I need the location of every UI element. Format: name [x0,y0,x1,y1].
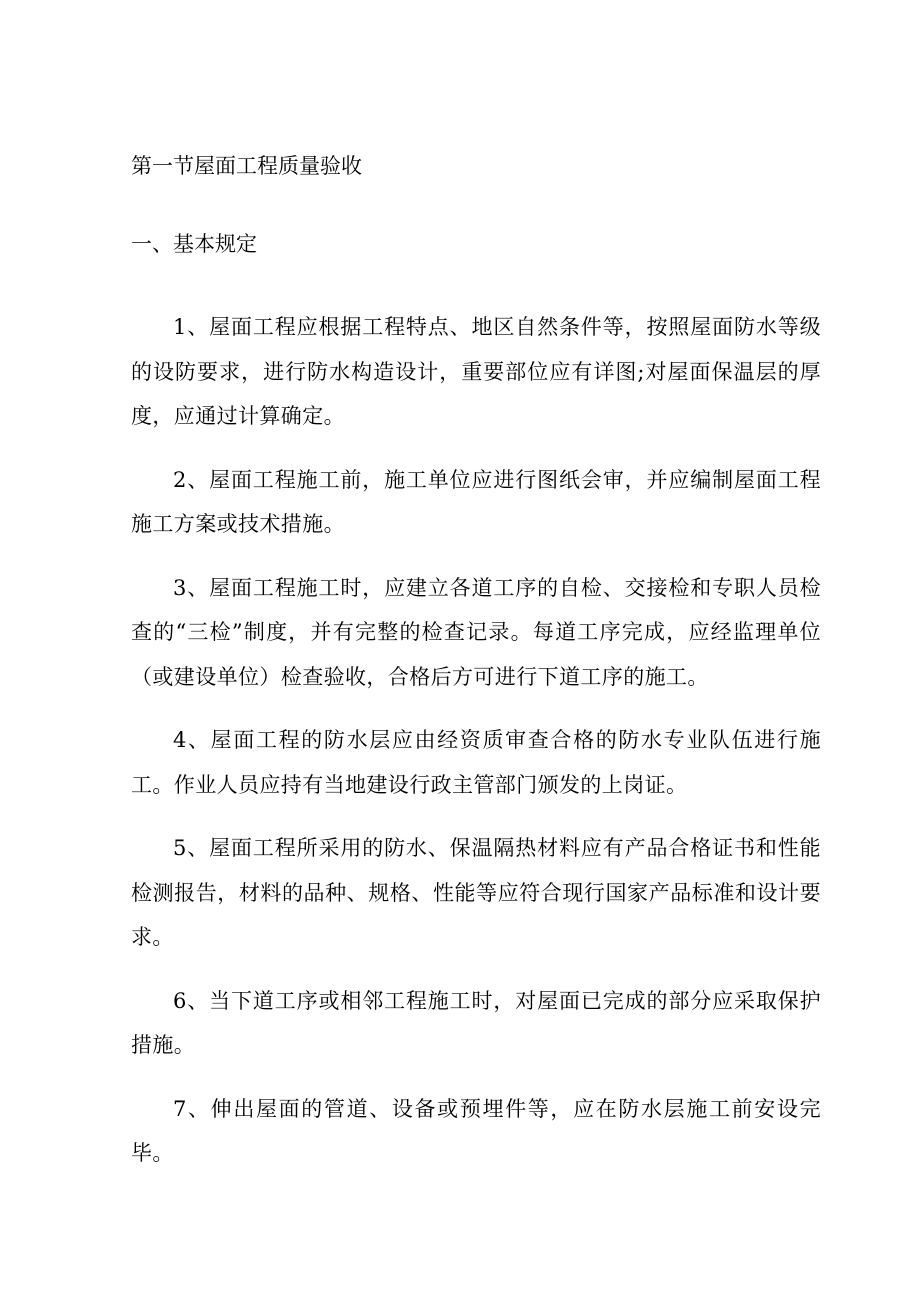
paragraph-5: 5、屋面工程所采用的防水、保温隔热材料应有产品合格证书和性能检测报告，材料的品种、规格、性能等应符合现行国家产品标准和设计要求。 [131,836,821,949]
paragraph-1: 1、屋面工程应根据工程特点、地区自然条件等，按照屋面防水等级的设防要求，进行防水构造设计，重要部位应有详图;对屋面保温层的厚度，应通过计算确定。 [131,315,821,428]
paragraph-3: 3、屋面工程施工时，应建立各道工序的自检、交接检和专职人员检查的“三检”制度，并有完整的检查记录。每道工序完成，应经监理单位（或建设单位）检查验收，合格后方可进行下道工序的施工。 [131,575,821,689]
paragraph-2: 2、屋面工程施工前，施工单位应进行图纸会审，并应编制屋面工程施工方案或技术措施。 [131,467,821,536]
document-body [131,305,821,1195]
section-title: 第一节屋面工程质量验收 [131,154,362,178]
paragraph-4: 4、屋面工程的防水层应由经资质审查合格的防水专业队伍进行施工。作业人员应持有当地建设行政主管部门颁发的上岗证。 [131,728,821,797]
paragraph-6: 6、当下道工序或相邻工程施工时，对屋面已完成的部分应采取保护措施。 [131,988,821,1057]
subsection-title: 一、基本规定 [131,232,257,256]
paragraph-7: 7、伸出屋面的管道、设备或预埋件等，应在防水层施工前安设完毕。 [131,1096,821,1165]
